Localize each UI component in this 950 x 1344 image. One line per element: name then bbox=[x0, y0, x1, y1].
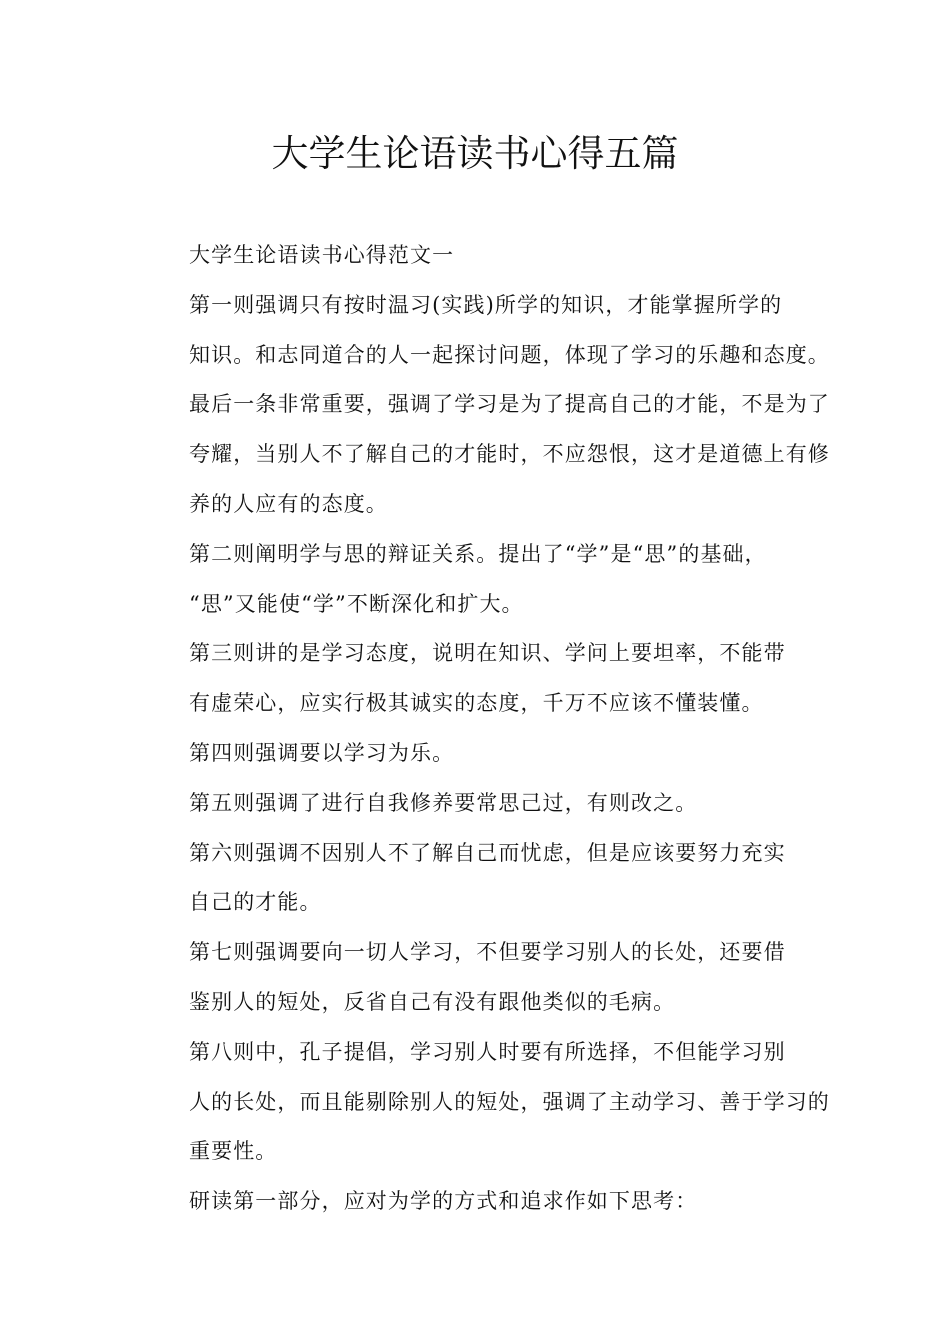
text-line: 夸耀，当别人不了解自己的才能时，不应怨恨，这才是道德上有修 bbox=[189, 442, 830, 467]
text-line: 知识。和志同道合的人一起探讨问题，体现了学习的乐趣和态度。 bbox=[189, 342, 830, 367]
text-line: 第四则强调要以学习为乐。 bbox=[189, 740, 455, 765]
text-line: 第五则强调了进行自我修养要常思己过，有则改之。 bbox=[189, 790, 698, 815]
paragraph-rule-3 bbox=[146, 629, 818, 729]
paragraph-rule-1 bbox=[146, 281, 830, 530]
text-line: 第一则强调只有按时温习(实践)所学的知识，才能掌握所学的 bbox=[189, 292, 783, 317]
document-title: 大学生论语读书心得五篇 bbox=[271, 132, 679, 175]
text-line: 最后一条非常重要，强调了学习是为了提高自己的才能，不是为了 bbox=[189, 392, 830, 417]
text-line: 研读第一部分，应对为学的方式和追求作如下思考： bbox=[189, 1189, 698, 1214]
text-line: 第二则阐明学与思的辩证关系。提出了“学”是“思”的基础， bbox=[189, 541, 767, 566]
text-line: 有虚荣心，应实行极其诚实的态度，千万不应该不懂装懂。 bbox=[189, 691, 764, 716]
paragraph-rule-8 bbox=[146, 1028, 830, 1177]
text-line: 第六则强调不因别人不了解自己而忧虑，但是应该要努力充实 bbox=[189, 840, 786, 865]
paragraph-rule-6 bbox=[146, 829, 818, 929]
paragraph-study-note bbox=[146, 1177, 818, 1227]
text-line: 第八则中，孔子提倡，学习别人时要有所选择，不但能学习别 bbox=[189, 1039, 786, 1064]
paragraph-rule-4 bbox=[146, 729, 818, 779]
paragraph-rule-2 bbox=[146, 530, 818, 630]
text-line: 大学生论语读书心得范文一 bbox=[189, 243, 455, 267]
paragraph-rule-7 bbox=[146, 928, 818, 1028]
paragraph-subtitle bbox=[146, 231, 818, 281]
text-line: “思”又能使“学”不断深化和扩大。 bbox=[189, 591, 524, 616]
text-line: 第三则讲的是学习态度，说明在知识、学问上要坦率，不能带 bbox=[189, 641, 786, 666]
text-line: 养的人应有的态度。 bbox=[189, 491, 388, 516]
text-line: 鉴别人的短处，反省自己有没有跟他类似的毛病。 bbox=[189, 989, 676, 1014]
text-line: 人的长处，而且能剔除别人的短处，强调了主动学习、善于学习的 bbox=[189, 1089, 830, 1114]
paragraph-rule-5 bbox=[146, 779, 818, 829]
document-body bbox=[146, 231, 830, 1227]
text-line: 第七则强调要向一切人学习，不但要学习别人的长处，还要借 bbox=[189, 940, 786, 965]
text-line: 重要性。 bbox=[189, 1139, 278, 1164]
text-line: 自己的才能。 bbox=[189, 890, 322, 915]
